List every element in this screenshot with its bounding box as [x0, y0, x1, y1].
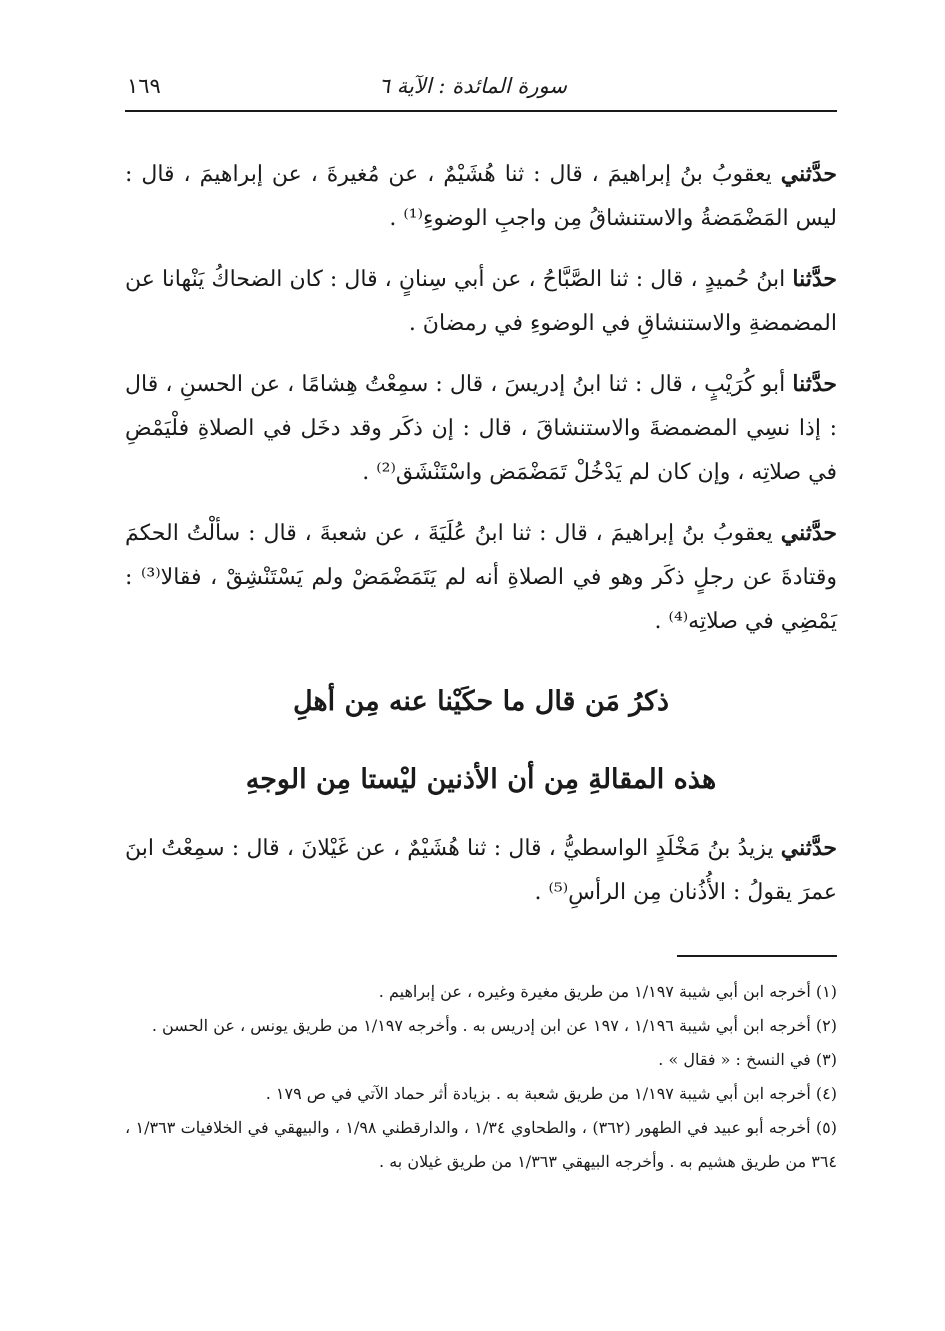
paragraph-text: أبو كُرَيْبٍ ، قال : ثنا ابنُ إدريسَ ، قال : سمِعْتُ هِشامًا ، عن الحسنِ ، قال : إذا نسِي المضمضةَ والاستنشاقَ ، قال : إن ذكَر وقد دخَل في الصلاةِ فلْيَمْضِ في صلاتِه ، وإن كان لم يَدْخُلْ تَمَضْمَض واسْتَنْشَق⁽²⁾ . [125, 372, 837, 485]
footnote: (١) أخرجه ابن أبي شيبة ١/١٩٧ من طريق مغيرة وغيره ، عن إبراهيم . [378, 982, 837, 1001]
footnote: (٥) أخرجه أبو عبيد في الطهور (٣٦٢) ، والطحاوي ١/٣٤ ، والدارقطني ١/٩٨ ، والبيهقي في الخلافيات ١/٣٦٣ ، ٣٦٤ من طريق هشيم به . وأخرجه البيهقي ١/٣٦٣ من طريق غيلان به . [125, 1118, 837, 1171]
section-heading-line-2: هذه المقالةِ مِن أن الأذنين ليْستا مِن الوجهِ [245, 764, 717, 795]
page-number: ١٦٩ [127, 74, 161, 98]
running-title: سورة المائدة : الآية ٦ [378, 74, 567, 98]
paragraph-lead-word: حدَّثنا [792, 266, 837, 292]
hadith-paragraph [125, 511, 837, 644]
paragraph-lead-word: حدَّثني [780, 161, 837, 187]
footnote-separator [677, 955, 837, 957]
hadith-paragraph [125, 362, 837, 495]
hadith-paragraph [125, 826, 837, 915]
footnote: (٢) أخرجه ابن أبي شيبة ١/١٩٦ ، ١٩٧ عن ابن إدريس به . وأخرجه ١/١٩٧ من طريق يونس ، عن الحسن . [151, 1016, 837, 1035]
section-heading-line-1: ذكرُ مَن قال ما حكَيْنا عنه مِن أهلِ [292, 686, 670, 717]
footnotes [125, 975, 837, 1179]
paragraph-text: يعقوبُ بنُ إبراهيمَ ، قال : ثنا هُشَيْمٌ ، عن مُغيرةَ ، عن إبراهيمَ ، قال : ليس المَضْمَضةُ والاستنشاقُ مِن واجبِ الوضوءِ⁽¹⁾ . [125, 162, 837, 231]
footnote: (٤) أخرجه ابن أبي شيبة ١/١٩٧ من طريق شعبة به . بزيادة أثر حماد الآتي في ص ١٧٩ . [265, 1084, 837, 1103]
footnote: (٣) في النسخ : « فقال » . [658, 1050, 837, 1069]
book-page [125, 60, 837, 1310]
main-text [125, 152, 837, 915]
paragraph-lead-word: حدَّثنا [792, 371, 837, 397]
hadith-paragraph [125, 152, 837, 241]
running-header [125, 60, 837, 112]
paragraph-lead-word: حدَّثني [780, 835, 837, 861]
hadith-paragraph [125, 257, 837, 346]
paragraph-lead-word: حدَّثني [780, 520, 837, 546]
paragraph-text: يزيدُ بنُ مَخْلَدٍ الواسطيُّ ، قال : ثنا هُشَيْمٌ ، عن غَيْلانَ ، قال : سمِعْتُ ابنَ عمرَ يقولُ : الأُذُنان مِن الرأسِ⁽⁵⁾ . [125, 836, 837, 905]
paragraph-text: ابنُ حُميدٍ ، قال : ثنا الصَّبَّاحُ ، عن أبي سِنانٍ ، قال : كان الضحاكُ يَنْهانا عن المضمضةِ والاستنشاقِ في الوضوءِ في رمضانَ . [125, 267, 837, 336]
paragraph-text: يعقوبُ بنُ إبراهيمَ ، قال : ثنا ابنُ عُلَيَةَ ، عن شعبةَ ، قال : سألْتُ الحكمَ وقتادةَ عن رجلٍ ذكَر وهو في الصلاةِ أنه لم يَتَمَضْمَضْ ولم يَسْتَنْشِقْ ، فقالا⁽³⁾ : يَمْضِي في صلاتِه⁽⁴⁾ . [125, 521, 837, 634]
